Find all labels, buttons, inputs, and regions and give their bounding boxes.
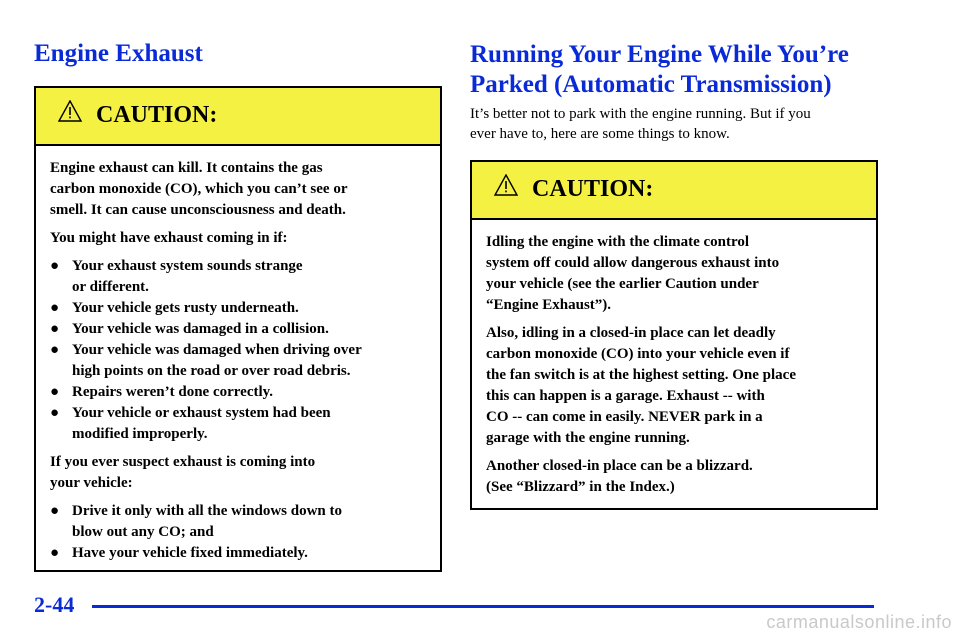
footer-divider [92,605,874,608]
caution-body [36,146,440,564]
intro-paragraph: It’s better not to park with the engine running. But if you ever have to, here are some things to know. [470,106,811,142]
caution-paragraph: Engine exhaust can kill. It contains the gas carbon monoxide (CO), which you can’t see or smell. It can cause unconsciousness and death. [50,160,348,218]
bullet-icon: ● [50,321,60,337]
bullet-icon: ● [50,545,60,561]
caution-box-engine-exhaust [34,86,442,572]
page-number: 2-44 [34,592,75,617]
watermark: carmanualsonline.info [766,612,952,632]
list-item: ● Your vehicle gets rusty underneath. [50,298,426,319]
list-item: ● Repairs weren’t done correctly. [50,382,426,403]
caution-label: CAUTION: [532,176,654,202]
list-item: ● Your vehicle or exhaust system had been modified improperly. [50,405,331,442]
section-heading-engine-exhaust: Engine Exhaust [34,40,203,67]
list-item: ● Your exhaust system sounds strange or different. [50,258,303,295]
caution-header [472,162,876,220]
caution-paragraph: Another closed-in place can be a blizzard. (See “Blizzard” in the Index.) [486,458,753,495]
bullet-list [50,256,426,445]
bullet-list [50,501,426,564]
warning-triangle-icon [494,174,518,196]
bullet-icon: ● [50,503,60,519]
caution-paragraph: If you ever suspect exhaust is coming into your vehicle: [50,454,316,491]
bullet-icon: ● [50,405,60,421]
list-item: ● Your vehicle was damaged when driving over high points on the road or over road debris. [50,342,362,379]
bullet-icon: ● [50,300,60,316]
caution-paragraph: Idling the engine with the climate control system off could allow dangerous exhaust into your vehicle (see the earlier Caution under “Engine Exhaust”). [486,234,780,313]
list-item: ● Your vehicle was damaged in a collision. [50,319,426,340]
bullet-icon: ● [50,258,60,274]
list-item: ● Drive it only with all the windows down to blow out any CO; and [50,503,343,540]
bullet-icon: ● [50,342,60,358]
bullet-icon: ● [50,384,60,400]
caution-paragraph: Also, idling in a closed-in place can let deadly carbon monoxide (CO) into your vehicle even if the fan switch is at the highest setting. One place this can happen is a garage. Exhaust -- with CO -- can come in easily. NEVER park in a garage with the engine running. [486,325,796,446]
warning-triangle-icon [58,100,82,122]
list-item: ● Have your vehicle fixed immediately. [50,543,426,564]
caution-body [472,220,876,498]
caution-box-idling [470,160,878,510]
caution-label: CAUTION: [96,102,218,128]
section-heading-running-engine-parked: Running Your Engine While You’re Parked (Automatic Transmission) [470,41,849,98]
caution-paragraph: You might have exhaust coming in if: [50,230,288,246]
caution-header [36,88,440,146]
